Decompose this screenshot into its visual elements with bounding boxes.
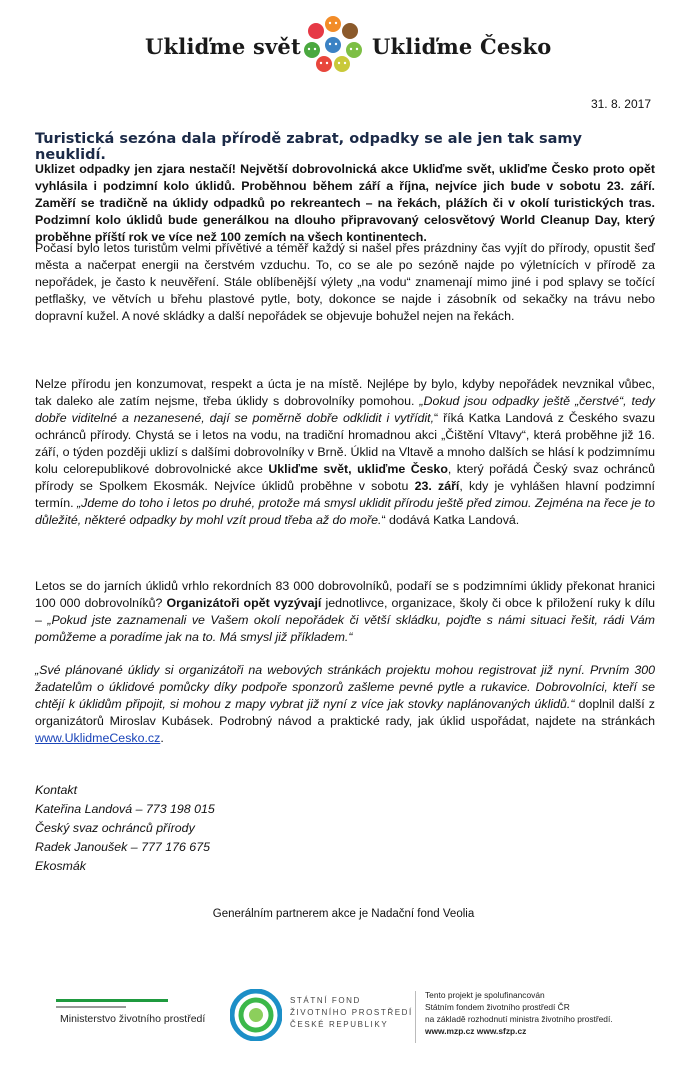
p2-quote: „Dokud jsou odpadky ještě „čerstvé“, tedy dobře viditelné a nezanesené, dají se poměrně dobře odklidit i vytřídit, (35, 394, 655, 425)
p4-text: . (160, 731, 164, 745)
p2-text: Nelze přírodu jen konzumovat, respekt a úcta je na místě. Nejlépe by bylo, kdyby nepořádek nevznikal vůbec, tak daleko ale zatím nejsme, třeba úklidy s dobrovolníky pomohou. (35, 377, 655, 408)
brand-left: Ukliďme svět (145, 34, 301, 59)
contact-line: Ekosmák (35, 859, 86, 873)
p3-bold: Organizátoři opět vyzývají (166, 596, 322, 610)
contact-heading: Kontakt (35, 783, 78, 797)
sfzp-label (290, 995, 413, 1031)
sfzp-circle-logo-icon (230, 989, 282, 1041)
p2-bold-campaign: Ukliďme svět, ukliďme Česko (268, 462, 448, 476)
contact-line: Kateřina Landová – 773 198 015 (35, 802, 215, 816)
website-link[interactable]: www.UklidmeCesko.cz (35, 731, 161, 745)
sfzp-line: ŽIVOTNÍHO PROSTŘEDÍ (290, 1008, 413, 1017)
footer-logos (0, 985, 687, 1055)
general-partner-note: Generálním partnerem akce je Nadační fond Veolia (212, 908, 475, 920)
p2-text: “ dodává Katka Landová. (381, 513, 520, 527)
cofinancing-line: na základě rozhodnutí ministra životního prostředí. (425, 1014, 613, 1024)
contact-line: Český svaz ochránců přírody (35, 821, 195, 835)
contact-block (35, 781, 215, 876)
cofinancing-note (425, 989, 613, 1037)
article-title: Turistická sezóna dala přírodě zabrat, odpadky se ale jen tak samy neuklidí. (35, 131, 582, 163)
cofinancing-line: Tento projekt je spolufinancován (425, 990, 545, 1000)
lead-paragraph: Uklizet odpadky jen zjara nestačí! Největší dobrovolnická akce Ukliďme svět, ukliďme Česko proto opět vyhlásila i podzimní kolo úklidů. Proběhnou během září a října, nejvíce jich bude v sobotu 23. září. Zaměří se tradičně na úklidy odpadků po rekreantech – na řekách, plážích či v okolí turistických tras. Podzimní kolo úklidů bude generálkou na dlouho připravovaný celosvětový World Cleanup Day, který proběhne příští rok ve více než 100 zemích na všech kontinentech. (35, 162, 655, 244)
p2-text: , kdy je vyhlášen hlavní podzimní termín. (35, 479, 655, 510)
smiley-faces-logo-icon (303, 14, 363, 74)
p2-text: , který pořádá Český svaz ochránců přírody se Spolkem Ekosmák. Nejvíce úklidů proběhne v sobotu (35, 462, 655, 493)
header (0, 14, 687, 74)
p3-text: Letos se do jarních úklidů vrhlo rekordních 83 000 dobrovolníků, podaří se s podzimními úklidy překonat hranici 100 000 dobrovolníků? (35, 579, 655, 610)
contact-line: Radek Janoušek – 777 176 675 (35, 840, 210, 854)
p2-quote: „Jdeme do toho i letos po druhé, protože má smysl uklidit přírodu ještě před zimou. Zejména na řece je to důležité, některé odpadky by mohl vzít proud třeba až do moře. (35, 496, 656, 527)
cofinancing-line: Státním fondem životního prostředí ČR (425, 1002, 570, 1012)
sfzp-line: ČESKÉ REPUBLIKY (290, 1020, 389, 1029)
paragraph-2 (35, 376, 655, 529)
mzp-logo (56, 993, 206, 1033)
p2-text: “ říká Katka Landová z Českého svazu ochránců přírody. Chystá se i letos na vodu, na tradiční hromadnou akci „Čištění Vltavy“, která proběhne již 16. září, o týden později uklizí s dalšími dobrovolníky v Brně. Úklid na Vltavě a mnoho dalších se hlásí k podzimnímu kolu celorepublikové dobrovolnické akce (35, 411, 655, 476)
p2-bold-date: 23. září (414, 479, 460, 493)
p4-quote: „Své plánované úklidy si organizátoři na webových stránkách projektu mohou registrovat již nyní. Prvním 300 žadatelům o úklidové pomůcky díky podpoře sponzorů zašleme pevné pytle a rukavice. Dobrovolníci, kteří se chtějí k úklidům připojit, si mohou z mapy vybrat již nyní z více jak stovky naplánovaných úklidů.“ (35, 663, 655, 711)
cofinancing-urls: www.mzp.cz www.sfzp.cz (425, 1026, 527, 1036)
mzp-grey-bar (56, 1006, 126, 1008)
paragraph-3 (35, 578, 655, 646)
p3-quote: „Pokud jste zaznamenali ve Vašem okolí nepořádek či větší skládku, pojďte s námi situaci řešit, rádi Vám pomůžeme a poradíme jak na to. Má smysl již příkladem.“ (35, 613, 656, 644)
p3-text: jednotlivce, organizace, školy či obce k přiložení ruky k dílu – (35, 596, 655, 627)
sfzp-line: STÁTNÍ FOND (290, 996, 361, 1005)
mzp-green-bar (56, 999, 168, 1002)
press-release-date: 31. 8. 2017 (590, 97, 651, 111)
footer-divider (415, 991, 416, 1043)
paragraph-4 (35, 662, 655, 747)
mzp-label: Ministerstvo životního prostředí (60, 1013, 206, 1025)
paragraph-1: Počasí bylo letos turistům velmi přívětivé a téměř každý si našel přes prázdniny čas vyjít do přírody, opustit šeď města a načerpat energii na čerstvém vzduchu. To, co se ale po sezóně najde po výletnících v přírodě za nepořádek, je často k neuvěření. Stále oblíbenější výlety „na vodu“ znamenají mimo jiné i pod splavy se točící petflašky, ve větvích u břehu plastové pytle, boty, dokonce se najde i zásobník od sekačky na trávu nebo dopravní kužel. A nové skládky a další nepořádek se objevuje bohužel nejen na řekách. (35, 241, 655, 323)
p4-text: doplnil další z organizátorů Miroslav Kubásek. Podrobný návod a praktické rady, jak úklid uspořádat, najdete na stránkách (35, 697, 655, 728)
brand-right: Ukliďme Česko (372, 34, 552, 59)
